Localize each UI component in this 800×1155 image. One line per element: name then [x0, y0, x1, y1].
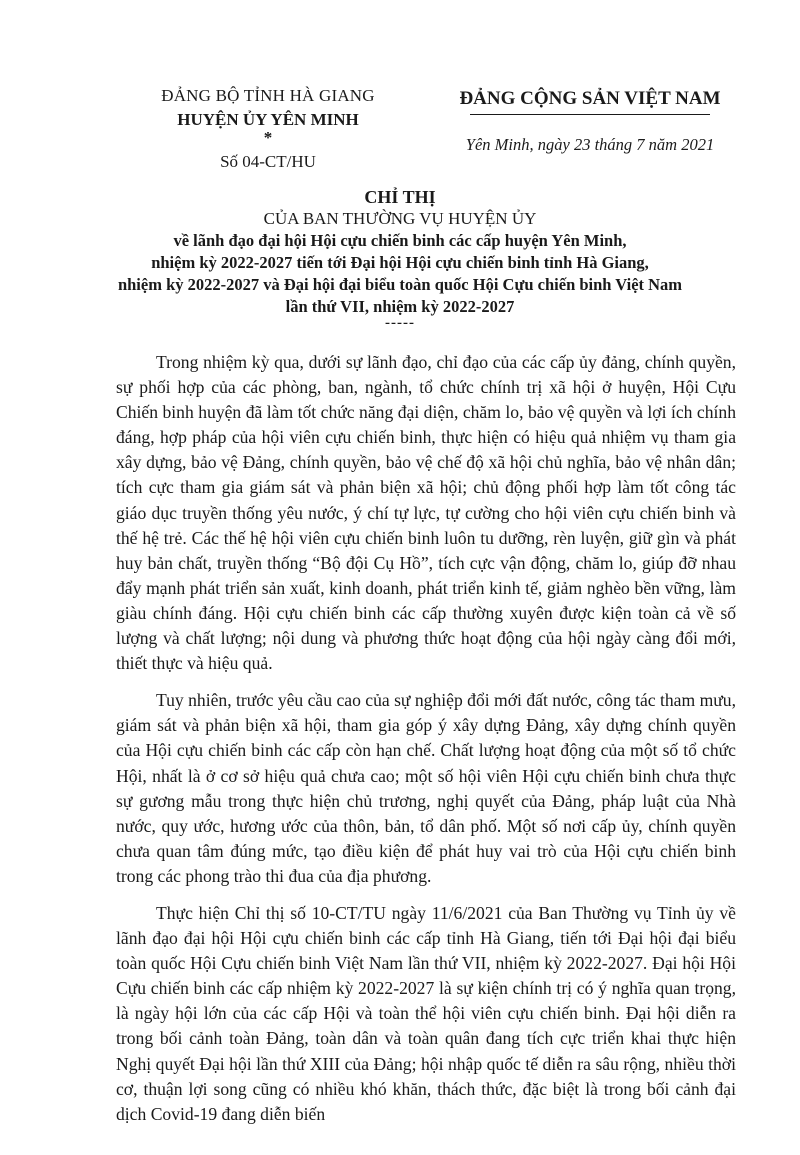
body-paragraph: Tuy nhiên, trước yêu cầu cao của sự nghiệp đổi mới đất nước, công tác tham mưu, giám sát và phản biện xã hội, tham gia góp ý xây dựng Đảng, xây dựng chính quyền của Hội cựu chiến binh các cấp còn hạn chế. Chất lượng hoạt động của một số tổ chức Hội, nhất là ở cơ sở hiệu quả chưa cao; một số hội viên Hội cựu chiến binh chưa thực sự gương mẫu trong thực hiện chủ trương, nghị quyết của Đảng, pháp luật của Nhà nước, quy ước, hương ước của thôn, bản, tổ dân phố. Một số nơi cấp ủy, chính quyền chưa quan tâm đúng mức, tạo điều kiện để phát huy vai trò của Hội cựu chiến binh trong các phong trào thi đua của địa phương.: [116, 690, 736, 886]
subject-line: về lãnh đạo đại hội Hội cựu chiến binh các cấp huyện Yên Minh,: [173, 231, 627, 250]
body-paragraph: Thực hiện Chỉ thị số 10-CT/TU ngày 11/6/2021 của Ban Thường vụ Tỉnh ủy về lãnh đạo đại hội Hội cựu chiến binh các cấp tỉnh Hà Giang, tiến tới Đại hội đại biểu toàn quốc Hội Cựu chiến binh Việt Nam lần thứ VII, nhiệm kỳ 2022-2027. Đại hội Hội Cựu chiến binh các cấp nhiệm kỳ 2022-2027 là sự kiện chính trị có ý nghĩa quan trọng, là ngày hội lớn của các cấp Hội và toàn thể hội viên cựu chiến binh. Đại hội diễn ra trong bối cảnh toàn Đảng, toàn dân và toàn quân đang tích cực triển khai thực hiện Nghị quyết Đại hội lần thứ XIII của Đảng; hội nhập quốc tế diễn ra sâu rộng, nhiều thời cơ, thuận lợi song cũng có nhiều khó khăn, thách thức, đặc biệt là trong bối cảnh đại dịch Covid-19 đang diễn biến: [116, 902, 736, 1124]
subject-line: lần thứ VII, nhiệm kỳ 2022-2027: [285, 297, 515, 316]
subject-line: nhiệm kỳ 2022-2027 tiến tới Đại hội Hội cựu chiến binh tỉnh Hà Giang,: [151, 253, 649, 272]
title-separator: -----: [385, 315, 415, 331]
provincial-party-committee: ĐẢNG BỘ TỈNH HÀ GIANG: [161, 86, 375, 105]
district-party-committee: HUYỆN ỦY YÊN MINH: [177, 110, 359, 129]
header-star: *: [263, 128, 273, 147]
document-type: CHỈ THỊ: [364, 187, 436, 207]
document-body: [116, 350, 736, 1139]
party-name: ĐẢNG CỘNG SẢN VIỆT NAM: [459, 88, 721, 109]
party-name-underline: [470, 114, 710, 115]
document-title: [80, 186, 720, 331]
subject-line: nhiệm kỳ 2022-2027 và Đại hội đại biểu toàn quốc Hội Cựu chiến binh Việt Nam: [117, 275, 683, 294]
body-paragraph: Trong nhiệm kỳ qua, dưới sự lãnh đạo, chỉ đạo của các cấp ủy đảng, chính quyền, sự phối hợp của các phòng, ban, ngành, tổ chức chính trị xã hội ở huyện, Hội Cựu Chiến binh huyện đã làm tốt chức năng đại diện, chăm lo, bảo vệ quyền và lợi ích chính đáng, hợp pháp của hội viên cựu chiến binh, thực hiện có hiệu quả nhiệm vụ tham gia xây dựng, bảo vệ Đảng, chính quyền, bảo vệ chế độ xã hội chủ nghĩa, bảo vệ nhân dân; tích cực tham gia giám sát và phản biện xã hội; chủ động phối hợp làm tốt công tác giáo dục truyền thống yêu nước, ý chí tự lực, tự cường cho hội viên cựu chiến binh và thế hệ trẻ. Các thế hệ hội viên cựu chiến binh luôn tu dưỡng, rèn luyện, giữ gìn và phát huy bản chất, truyền thống “Bộ đội Cụ Hồ”, tích cực vận động, chăm lo, giúp đỡ nhau đẩy mạnh phát triển sản xuất, kinh doanh, phát triển kinh tế, giảm nghèo bền vững, làm giàu chính đáng. Hội cựu chiến binh các cấp thường xuyên được kiện toàn cả về số lượng và chất lượng; nội dung và phương thức hoạt động của hội ngày càng đổi mới, thiết thực và hiệu quả.: [116, 352, 736, 674]
issuing-body: CỦA BAN THƯỜNG VỤ HUYỆN ỦY: [263, 209, 537, 228]
party-header: [440, 86, 740, 155]
issuer-header: [118, 84, 418, 174]
document-number: Số 04-CT/HU: [220, 152, 316, 171]
place-and-date: Yên Minh, ngày 23 tháng 7 năm 2021: [465, 135, 715, 154]
